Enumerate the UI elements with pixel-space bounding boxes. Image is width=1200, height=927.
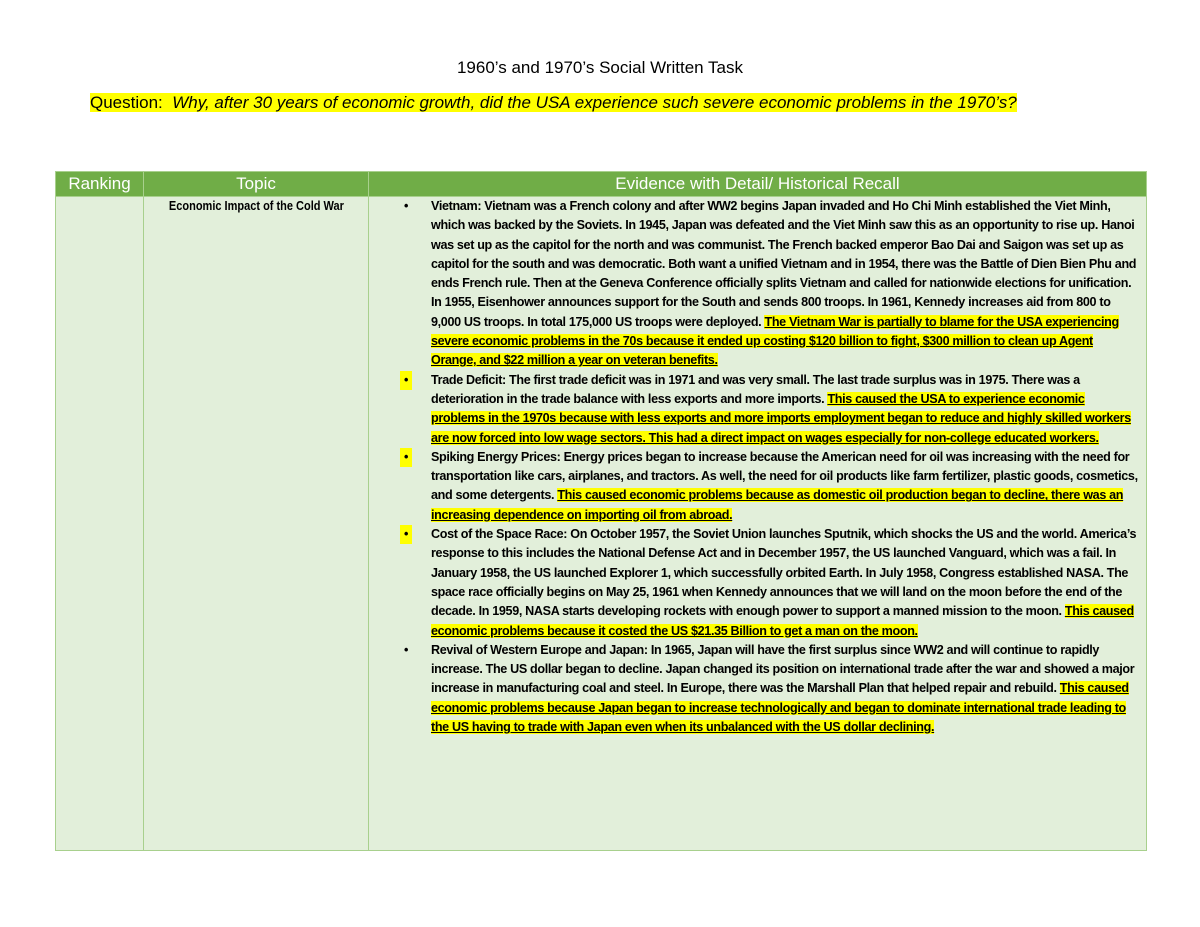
header-ranking: Ranking [56,172,144,197]
evidence-table [55,171,1147,851]
evidence-fact: Spiking Energy Prices: Energy prices began to increase because the American need for oil was increasing with the need for transportation like cars, airplanes, and tractors. As well, the need for oil products like farm fertilizer, plastic goods, cosmetics, and some detergents. [431,449,1138,503]
document-title: 1960’s and 1970’s Social Written Task [456,58,744,77]
question-text: Why, after 30 years of economic growth, did the USA experience such severe economic problems in the 1970’s? [172,93,1017,112]
evidence-list [369,197,1146,737]
evidence-fact: Trade Deficit: The first trade deficit was in 1971 and was very small. The last trade surplus was in 1975. There was a deterioration in the trade balance with less exports and more imports. [431,372,1080,406]
list-item [369,525,1140,641]
bullet-icon: • [403,642,409,657]
table-header-row [56,172,1147,197]
list-item [369,641,1140,737]
bullet-icon: • [400,371,412,390]
evidence-impact: This caused economic problems because Japan began to increase technologically and began to dominate international trade leading to the US having to trade with Japan even when its unbalanced with the US dollar declining. [431,681,1129,735]
table-row [56,197,1147,851]
evidence-impact: This caused economic problems because it costed the US $21.35 Billion to get a man on the moon. [431,604,1134,638]
evidence-impact: The Vietnam War is partially to blame for the USA experiencing severe economic problems in the 70s because it ended up costing $120 billion to fight, $300 million to clean up Agent Orange, and $22 million a year on veteran benefits. [431,314,1119,368]
topic-cell [144,197,369,851]
list-item [369,448,1140,525]
topic-text: Economic Impact of the Cold War [168,199,344,213]
evidence-impact: This caused the USA to experience economic problems in the 1970s because with less exports and more imports employment began to reduce and highly skilled workers are now forced into low wage sectors. This had a direct impact on wages especially for non-college educated workers. [431,391,1131,445]
question-label: Question: [90,93,163,112]
list-item [369,371,1140,448]
bullet-icon: • [400,525,412,544]
list-item [369,197,1140,371]
evidence-fact: Cost of the Space Race: On October 1957, the Soviet Union launches Sputnik, which shocks the US and the world. America’s response to this includes the National Defense Act and in December 1957, the US launched Vanguard, which was a fail. In January 1958, the US launched Explorer 1, which successfully orbited Earth. In July 1958, Congress established NASA. The space race officially begins on May 25, 1961 when Kennedy announces that we will land on the moon before the end of the decade. In 1959, NASA starts developing rockets with enough power to support a manned mission to the moon. [431,527,1137,619]
header-topic: Topic [144,172,369,197]
ranking-cell [56,197,144,851]
evidence-fact: Revival of Western Europe and Japan: In 1965, Japan will have the first surplus since WW2 and will continue to rapidly increase. The US dollar began to decline. Japan changed its position on international trade after the war and showed a major increase in manufacturing coal and steel. In Europe, there was the Marshall Plan that helped repair and rebuild. [431,642,1135,696]
evidence-cell [369,197,1147,851]
question-line [90,93,1017,113]
evidence-fact: Vietnam: Vietnam was a French colony and after WW2 begins Japan invaded and Ho Chi Minh established the Viet Minh, which was backed by the Soviets. In 1945, Japan was defeated and the Viet Minh saw this as an opportunity to rise up. Hanoi was set up as the capitol for the north and was communist. The French backed emperor Bao Dai and Saigon was set up as capitol for the south and was democratic. Both want a unified Vietnam and in 1954, there was the Battle of Dien Bien Phu and ends French rule. Then at the Geneva Conference officially splits Vietnam and called for nationwide elections for unification. In 1955, Eisenhower announces support for the South and sends 800 troops. In 1961, Kennedy increases aid from 800 to 9,000 US troops. In total 175,000 US troops were deployed. [431,199,1137,329]
evidence-impact: This caused economic problems because as domestic oil production began to decline, there was an increasing dependence on importing oil from abroad. [431,488,1124,522]
bullet-icon: • [403,199,409,213]
bullet-icon: • [400,448,412,467]
header-evidence: Evidence with Detail/ Historical Recall [369,172,1147,197]
